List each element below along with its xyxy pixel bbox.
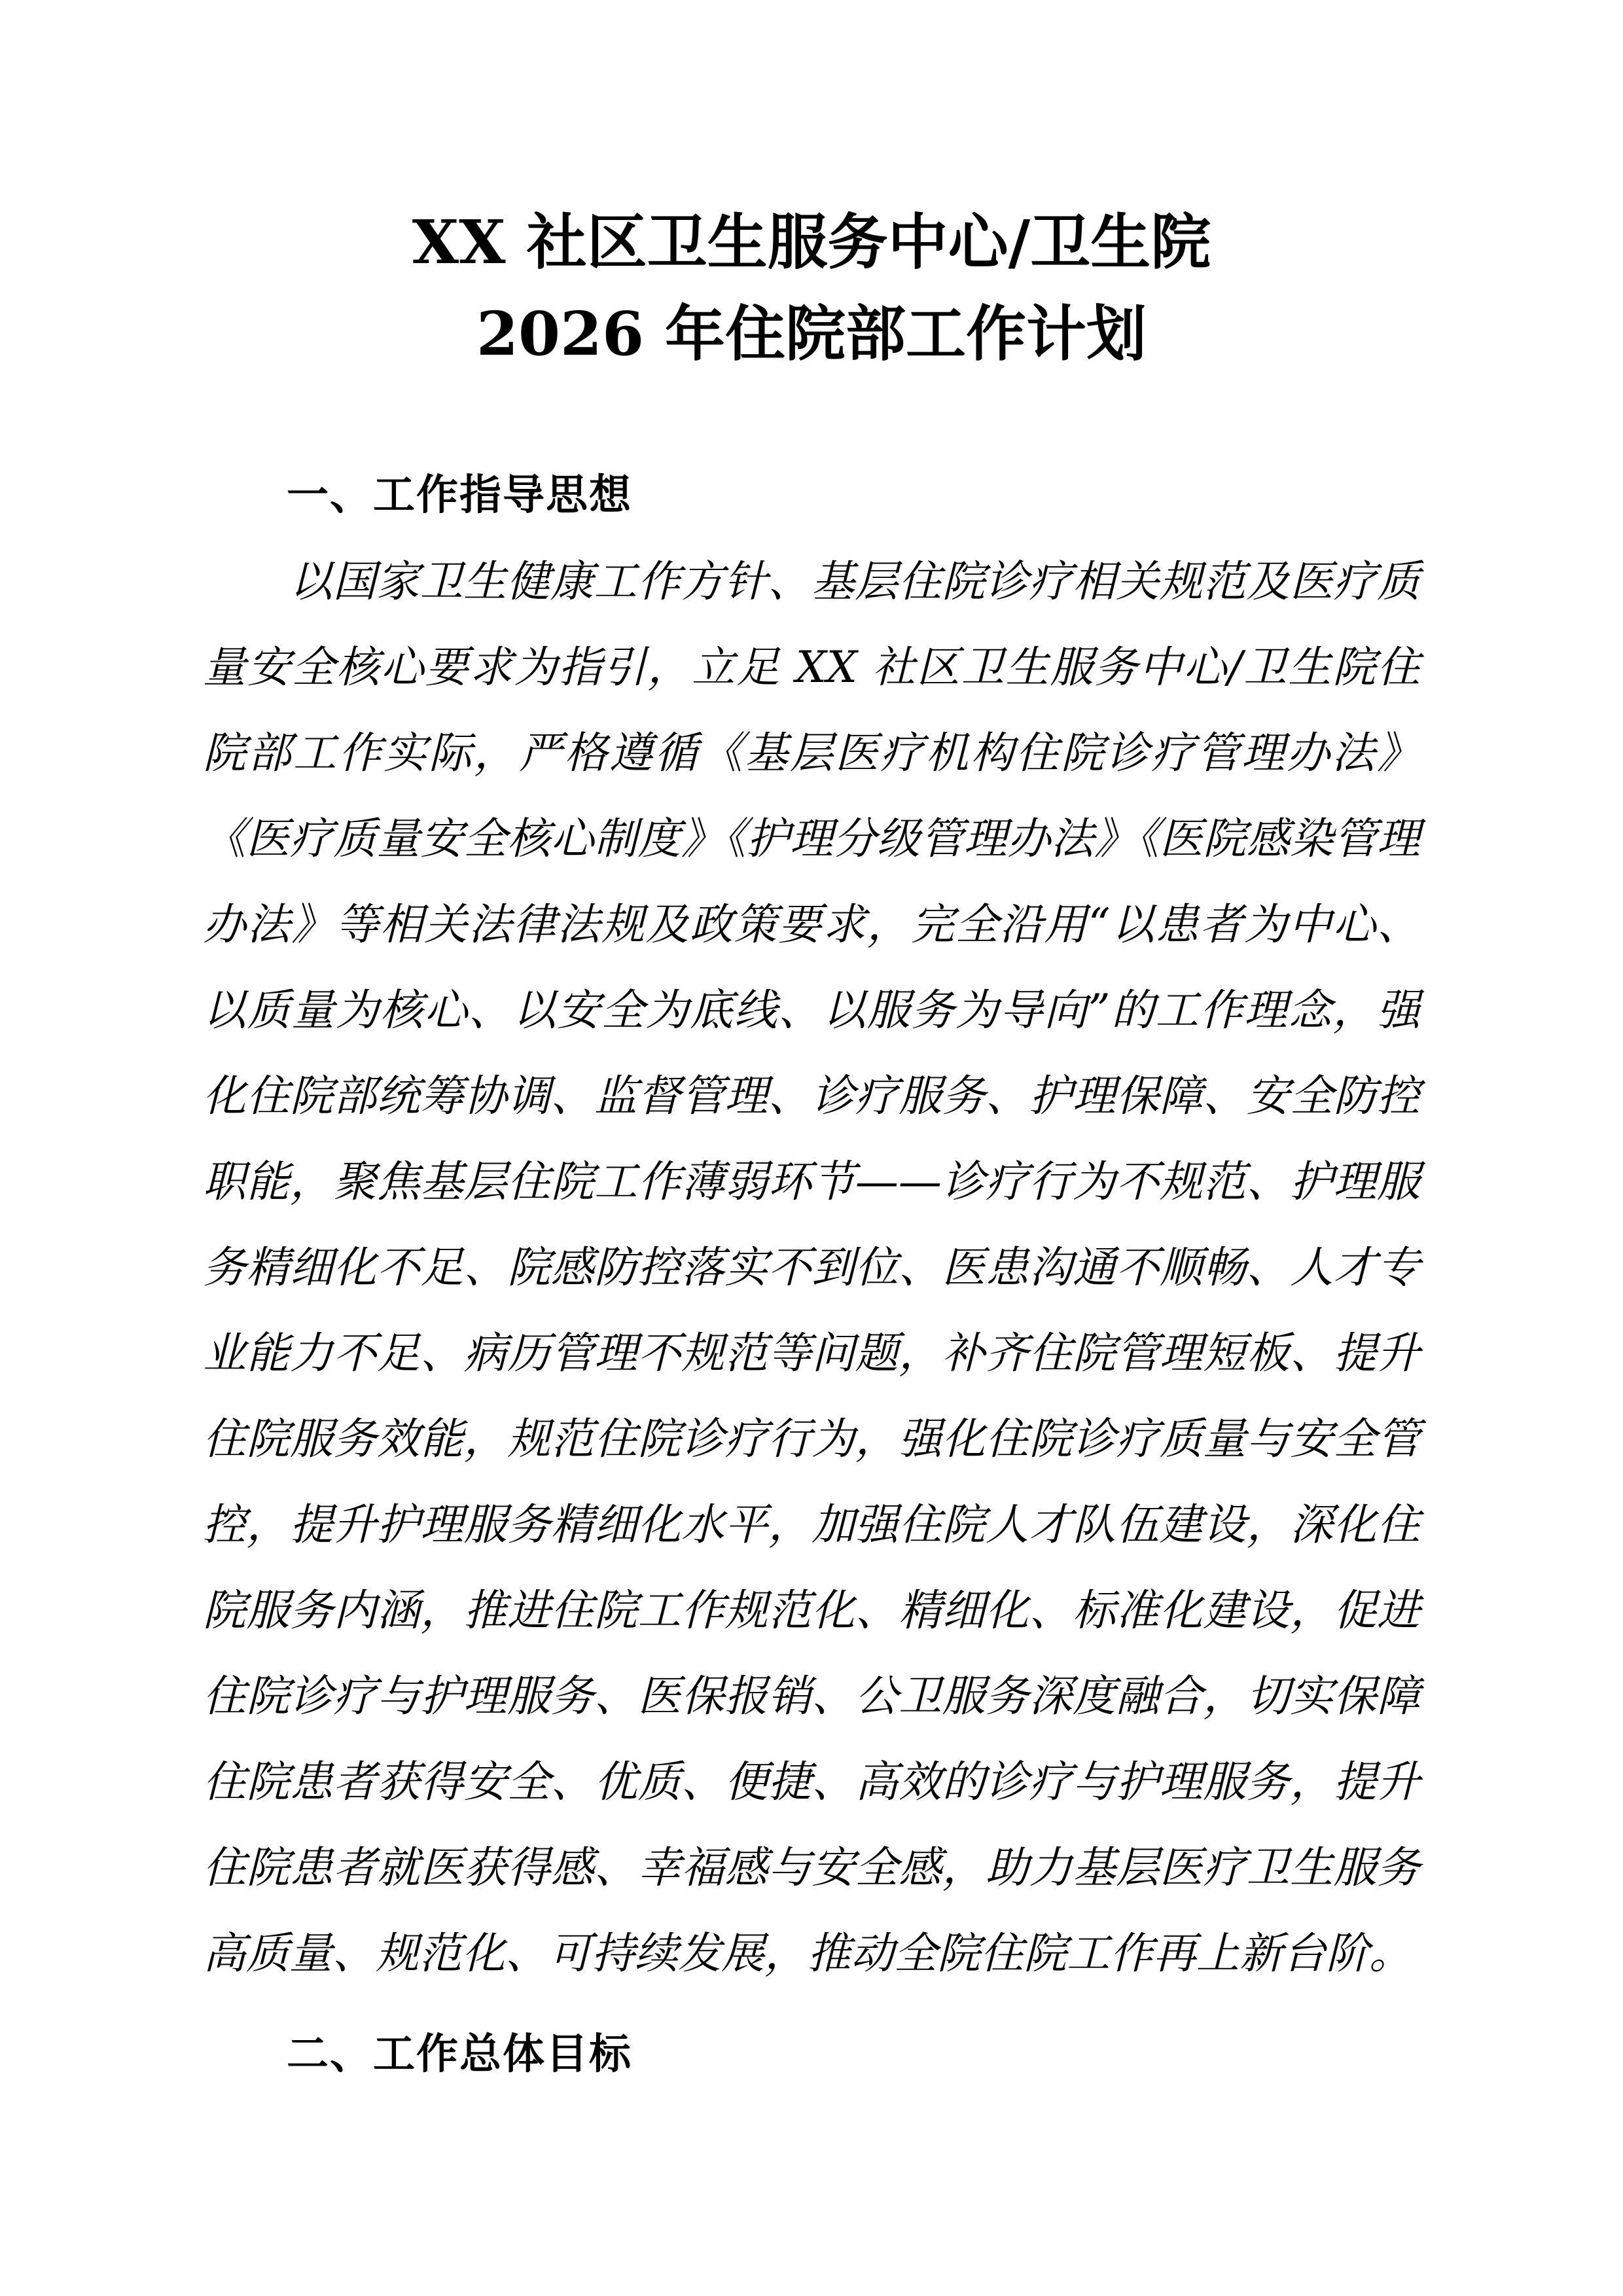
section-paragraph-guiding-ideology: 以国家卫生健康工作方针、基层住院诊疗相关规范及医疗质量安全核心要求为指引，立足 XX 社区卫生服务中心/卫生院住院部工作实际，严格遵循《基层医疗机构住院诊疗管理办法》《医疗质量安全核心制度》《护理分级管理办法》《医院感染管理办法》等相关法律法规及政策要求，完全沿用“以患者为中心、以质量为核心、以安全为底线、以服务为导向”的工作理念，强化住院部统筹协调、监督管理、诊疗服务、护理保障、安全防控职能，聚焦基层住院工作薄弱环节——诊疗行为不规范、护理服务精细化不足、院感防控落实不到位、医患沟通不顺畅、人才专业能力不足、病历管理不规范等问题，补齐住院管理短板、提升住院服务效能，规范住院诊疗行为，强化住院诊疗质量与安全管控，提升护理服务精细化水平，加强住院人才队伍建设，深化住院服务内涵，推进住院工作规范化、精细化、标准化建设，促进住院诊疗与护理服务、医保报销、公卫服务深度融合，切实保障住院患者获得安全、优质、便捷、高效的诊疗与护理服务，提升住院患者就医获得感、幸福感与安全感，助力基层医疗卫生服务高质量、规范化、可持续发展，推动全院住院工作再上新台阶。	[203, 556, 1420, 1979]
document-title-line-2: 2026 年住院部工作计划	[476, 298, 1147, 369]
document-title-line-1: XX 社区卫生服务中心/卫生院	[412, 207, 1211, 278]
section-heading-guiding-ideology: 一、工作指导思想	[287, 471, 632, 520]
section-heading-overall-goals: 二、工作总体目标	[287, 2030, 632, 2079]
document-title	[203, 196, 1420, 380]
